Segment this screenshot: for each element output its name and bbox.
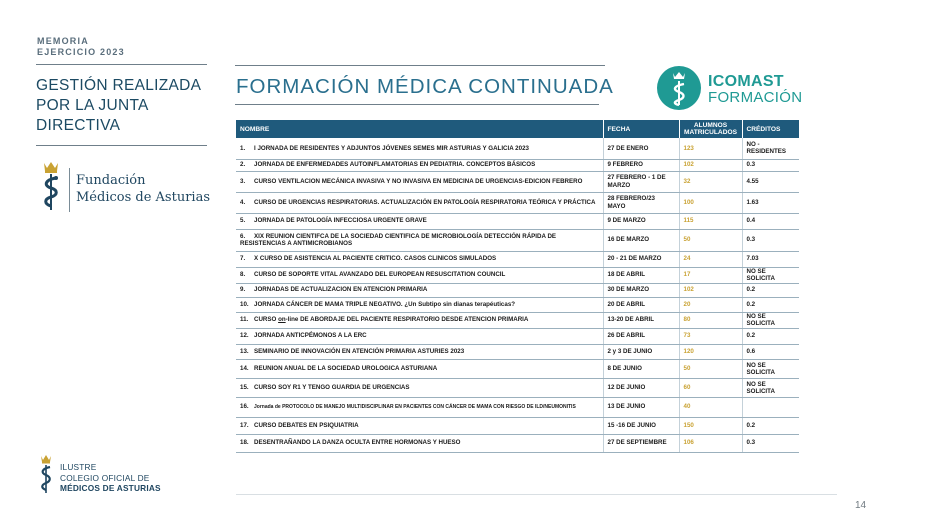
memoria-header — [37, 36, 125, 58]
cell-alumnos: 102 — [679, 159, 742, 171]
cell-alumnos: 40 — [679, 397, 742, 417]
cell-alumnos: 73 — [679, 328, 742, 344]
cell-nombre — [236, 397, 603, 417]
column-header-alumnos-line: MATRICULADOS — [684, 129, 737, 136]
row-course-name: JORNADA DE ENFERMEDADES AUTOINFLAMATORIAS EN PEDIATRIA. CONCEPTOS BÁSICOS — [254, 161, 536, 169]
colegio-logo-text — [60, 462, 161, 494]
table-row — [236, 267, 799, 283]
icomast-emblem-icon — [657, 66, 701, 110]
row-course-name: CURSO VENTILACION MECÁNICA INVASIVA Y NO INVASIVA EN MEDICINA DE URGENCIAS-EDICION FEBRERO — [254, 177, 583, 185]
cell-fecha: 27 DE ENERO — [603, 138, 679, 159]
cell-fecha: 18 DE ABRIL — [603, 267, 679, 283]
cell-creditos: NO SE SOLICITA — [742, 359, 799, 378]
table-row — [236, 229, 799, 251]
column-header-creditos: CRÉDITOS — [742, 120, 799, 138]
table-row — [236, 159, 799, 171]
table-row — [236, 251, 799, 267]
section-heading-line: DIRECTIVA — [36, 117, 121, 134]
cell-nombre — [236, 359, 603, 378]
cell-alumnos: 50 — [679, 229, 742, 251]
row-course-name: CURSO DEBATES EN PSIQUIATRIA — [254, 421, 359, 429]
caduceus-crown-icon — [38, 454, 54, 494]
row-number: 17. — [240, 421, 249, 429]
row-number: 7. — [240, 255, 246, 263]
row-number: 1. — [240, 144, 246, 152]
cell-alumnos: 120 — [679, 344, 742, 359]
fundacion-logo-text — [76, 172, 210, 206]
row-course-name: JORNADA DE PATOLOGÍA INFECCIOSA URGENTE GRAVE — [254, 217, 427, 225]
row-course-name-underlined: on — [278, 316, 286, 324]
cell-alumnos: 80 — [679, 312, 742, 328]
section-heading-line: GESTIÓN REALIZADA — [36, 77, 202, 94]
fundacion-line: Fundación — [76, 173, 146, 188]
row-number: 16. — [240, 403, 249, 410]
row-number: 14. — [240, 364, 249, 372]
row-course-name: CURSO DE URGENCIAS RESPIRATORIAS. ACTUALIZACIÓN EN PATOLOGÍA RESPIRATORIA TEÓRICA Y PRÁCTICA — [254, 198, 596, 206]
row-course-name: JORNADA ANTICPÉMONOS A LA ERC — [254, 332, 367, 340]
table-row — [236, 328, 799, 344]
courses-table — [236, 120, 799, 453]
row-course-name: DESENTRAÑANDO LA DANZA OCULTA ENTRE HORMONAS Y HUESO — [254, 439, 461, 447]
cell-creditos: 1.63 — [742, 192, 799, 213]
cell-fecha: 9 DE MARZO — [603, 213, 679, 229]
cell-fecha: 28 FEBRERO/23 MAYO — [603, 192, 679, 213]
colegio-line: COLEGIO OFICIAL DE — [60, 472, 150, 483]
row-number: 18. — [240, 439, 249, 447]
ejercicio-line: EJERCICIO 2023 — [37, 47, 125, 57]
cell-fecha: 13-20 DE ABRIL — [603, 312, 679, 328]
cell-alumnos: 24 — [679, 251, 742, 267]
cell-alumnos: 17 — [679, 267, 742, 283]
cell-nombre — [236, 417, 603, 434]
icomast-logo-subtitle: FORMACIÓN — [708, 89, 803, 106]
cell-creditos: 0.2 — [742, 297, 799, 312]
colegio-logo — [38, 454, 178, 498]
table-row — [236, 434, 799, 452]
table-row — [236, 138, 799, 159]
row-course-name: -line DE ABORDAJE DEL PACIENTE RESPIRATORIO DESDE ATENCION PRIMARIA — [285, 316, 529, 324]
cell-alumnos: 32 — [679, 171, 742, 192]
cell-creditos: 0.3 — [742, 229, 799, 251]
cell-fecha: 27 FEBRERO - 1 DE MARZO — [603, 171, 679, 192]
table-row — [236, 417, 799, 434]
row-number: 13. — [240, 347, 249, 355]
column-header-nombre: NOMBRE — [236, 120, 603, 138]
fundacion-line: Médicos de Asturias — [76, 190, 210, 205]
cell-creditos: 4.55 — [742, 171, 799, 192]
cell-fecha: 13 DE JUNIO — [603, 397, 679, 417]
cell-alumnos: 20 — [679, 297, 742, 312]
row-course-name: CURSO — [254, 316, 279, 324]
page-number: 14 — [855, 500, 867, 511]
cell-alumnos: 60 — [679, 378, 742, 397]
table-row — [236, 378, 799, 397]
row-course-name: SEMINARIO DE INNOVACIÓN EN ATENCIÓN PRIMARIA ASTURIES 2023 — [254, 347, 465, 355]
cell-creditos — [742, 397, 799, 417]
row-course-name: I JORNADA DE RESIDENTES Y ADJUNTOS JÓVENES SEMES MIR ASTURIAS Y GALICIA 2023 — [254, 144, 529, 152]
row-number: 12. — [240, 332, 249, 340]
row-number: 11. — [240, 316, 249, 324]
column-header-alumnos-line: ALUMNOS — [693, 122, 728, 129]
colegio-line: ILUSTRE — [60, 462, 97, 472]
table-row — [236, 312, 799, 328]
cell-fecha: 9 FEBRERO — [603, 159, 679, 171]
cell-creditos: NO SE SOLICITA — [742, 267, 799, 283]
cell-nombre — [236, 312, 603, 328]
cell-creditos: NO SE SOLICITA — [742, 312, 799, 328]
cell-creditos: 0.3 — [742, 434, 799, 452]
row-course-name: CURSO SOY R1 Y TENGO GUARDIA DE URGENCIAS — [254, 383, 410, 391]
table-row — [236, 359, 799, 378]
column-header-fecha: FECHA — [603, 120, 679, 138]
table-row — [236, 171, 799, 192]
cell-fecha: 12 DE JUNIO — [603, 378, 679, 397]
cell-nombre — [236, 138, 603, 159]
logo-separator — [69, 168, 70, 212]
table-row — [236, 192, 799, 213]
cell-alumnos: 100 — [679, 192, 742, 213]
cell-fecha: 20 - 21 DE MARZO — [603, 251, 679, 267]
row-number: 10. — [240, 300, 249, 308]
section-heading-line: POR LA JUNTA — [36, 97, 149, 114]
cell-nombre — [236, 344, 603, 359]
cell-creditos: 0.2 — [742, 328, 799, 344]
row-course-name: JORNADAS DE ACTUALIZACION EN ATENCION PRIMARIA — [254, 286, 428, 294]
cell-fecha: 26 DE ABRIL — [603, 328, 679, 344]
colegio-line: MÉDICOS DE ASTURIAS — [60, 483, 161, 493]
cell-creditos: 0.2 — [742, 417, 799, 434]
column-header-alumnos — [679, 120, 742, 138]
cell-fecha: 2 y 3 DE JUNIO — [603, 344, 679, 359]
cell-alumnos: 50 — [679, 359, 742, 378]
table-row — [236, 297, 799, 312]
title-divider-top — [235, 65, 605, 66]
cell-fecha: 20 DE ABRIL — [603, 297, 679, 312]
cell-creditos: 7.03 — [742, 251, 799, 267]
cell-fecha: 8 DE JUNIO — [603, 359, 679, 378]
row-number: 4. — [240, 198, 246, 206]
fundacion-logo — [40, 160, 210, 216]
cell-creditos: NO - RESIDENTES — [742, 138, 799, 159]
row-number: 3. — [240, 177, 246, 185]
cell-nombre — [236, 159, 603, 171]
cell-creditos: 0.3 — [742, 159, 799, 171]
table-row — [236, 213, 799, 229]
table-row — [236, 283, 799, 297]
cell-creditos: 0.2 — [742, 283, 799, 297]
cell-alumnos: 150 — [679, 417, 742, 434]
row-course-name: X CURSO DE ASISTENCIA AL PACIENTE CRITICO. CASOS CLINICOS SIMULADOS — [254, 255, 497, 263]
memoria-line: MEMORIA — [37, 36, 89, 46]
row-number: 6. — [240, 232, 246, 240]
row-number: 2. — [240, 161, 246, 169]
cell-alumnos: 123 — [679, 138, 742, 159]
cell-nombre — [236, 328, 603, 344]
cell-fecha: 16 DE MARZO — [603, 229, 679, 251]
left-divider-top — [36, 64, 207, 65]
row-course-name: XIX REUNION CIENTIFCA DE LA SOCIEDAD CIENTIFICA DE MICROBIOLOGÍA DETECCIÓN RÁPIDA DE RESISTENCIAS A ANTIMICROBIANOS — [240, 232, 557, 247]
row-number: 5. — [240, 217, 246, 225]
icomast-logo — [657, 66, 807, 112]
cell-alumnos: 115 — [679, 213, 742, 229]
row-number: 9. — [240, 286, 246, 294]
caduceus-crown-icon — [40, 160, 62, 212]
cell-nombre — [236, 378, 603, 397]
cell-fecha: 30 DE MARZO — [603, 283, 679, 297]
title-divider-bottom — [235, 104, 599, 105]
page-title: FORMACIÓN MÉDICA CONTINUADA — [236, 75, 614, 98]
table-header-row — [236, 120, 799, 138]
cell-nombre — [236, 171, 603, 192]
row-course-name: CURSO DE SOPORTE VITAL AVANZADO DEL EUROPEAN RESUSCITATION COUNCIL — [254, 271, 506, 279]
cell-nombre — [236, 297, 603, 312]
row-number: 15. — [240, 383, 249, 391]
cell-creditos: NO SE SOLICITA — [742, 378, 799, 397]
cell-creditos: 0.4 — [742, 213, 799, 229]
left-divider-mid — [36, 145, 207, 146]
cell-nombre — [236, 213, 603, 229]
row-course-name: Jornada de PROTOCOLO DE MANEJO MULTIDISCIPLINAR EN PACIENTES CON CÁNCER DE MAMA CON RIESGO DE ILD/NEUMONITIS — [254, 404, 576, 410]
icomast-logo-title: ICOMAST — [708, 73, 784, 90]
section-heading — [36, 76, 211, 136]
cell-creditos: 0.6 — [742, 344, 799, 359]
cell-alumnos: 102 — [679, 283, 742, 297]
cell-nombre — [236, 434, 603, 452]
cell-fecha: 27 DE SEPTIEMBRE — [603, 434, 679, 452]
table-row — [236, 344, 799, 359]
cell-nombre — [236, 267, 603, 283]
cell-nombre — [236, 229, 603, 251]
row-number: 8. — [240, 271, 246, 279]
row-course-name: REUNION ANUAL DE LA SOCIEDAD UROLOGICA ASTURIANA — [254, 364, 438, 372]
footer-divider — [236, 494, 837, 495]
cell-alumnos: 106 — [679, 434, 742, 452]
cell-nombre — [236, 192, 603, 213]
row-course-name: JORNADA CÁNCER DE MAMA TRIPLE NEGATIVO. ¿Un Subtipo sin dianas terapéuticas? — [254, 300, 516, 308]
cell-fecha: 15 -16 DE JUNIO — [603, 417, 679, 434]
cell-nombre — [236, 283, 603, 297]
cell-nombre — [236, 251, 603, 267]
table-row — [236, 397, 799, 417]
